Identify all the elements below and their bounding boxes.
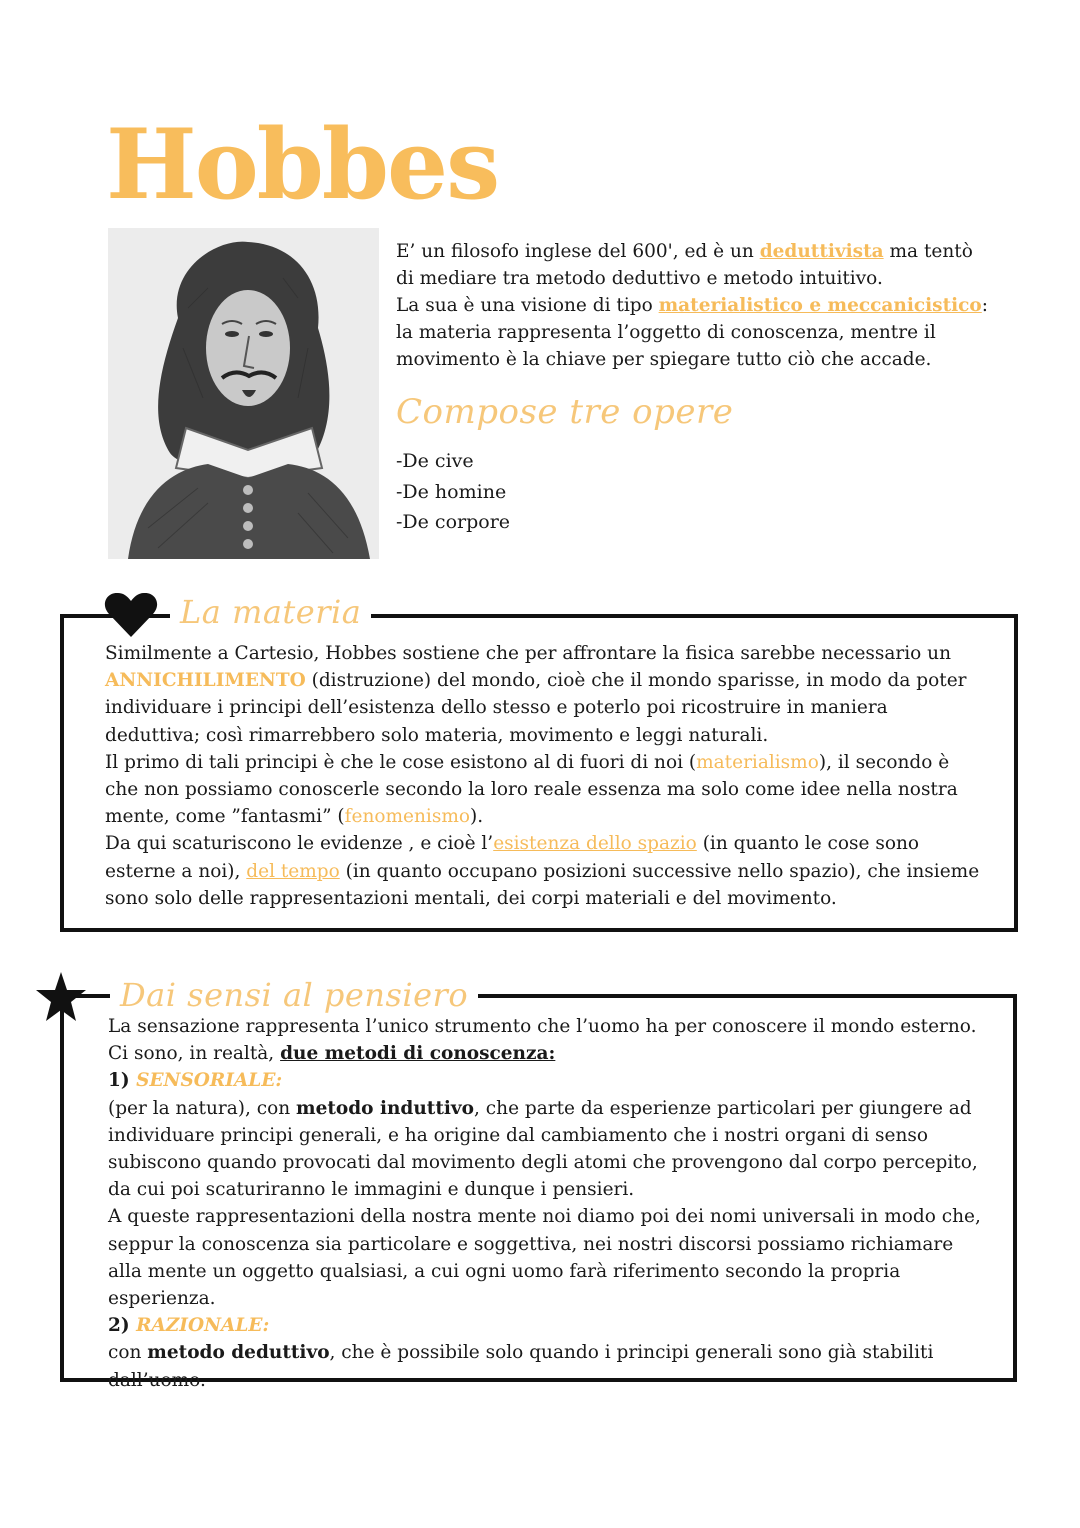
term-fenomenismo: fenomenismo bbox=[344, 806, 471, 828]
method-razionale: RAZIONALE: bbox=[136, 1315, 270, 1337]
intro-text: : la materia rappresenta l’oggetto di conoscenza, mentre il movimento è la chiave per spiegare tutto ciò che accade. bbox=[396, 295, 989, 370]
star-icon bbox=[34, 970, 88, 1024]
text-span: (distruzione) del mondo, cioè che il mondo sparisse, in modo da poter individuare i principi dell’esistenza dello stesso e poterlo poi ricostruire in maniera deduttiva; così rimarrebbero solo materia, movimento e leggi naturali. bbox=[105, 670, 967, 746]
list-item: -De cive bbox=[396, 450, 474, 472]
text-span: Similmente a Cartesio, Hobbes sostiene che per affrontare la fisica sarebbe necessario un bbox=[105, 643, 952, 664]
intro-text: E’ un filosofo inglese del 600', ed è un bbox=[396, 241, 760, 262]
text-span: con bbox=[108, 1342, 148, 1364]
text-span: A queste rappresentazioni della nostra mente noi diamo poi dei nomi universali in modo che, seppur la conoscenza sia particolare e soggettiva, nei nostri discorsi possiamo richiamare alla mente un oggetto qualsiasi, a cui ogni uomo farà riferimento secondo la propria esperienza. bbox=[108, 1206, 981, 1310]
term-materialistico: materialistico e meccanicistico bbox=[658, 295, 982, 316]
heart-icon bbox=[104, 592, 158, 638]
intro-text: ma tentò di mediare tra metodo deduttivo e metodo intuitivo. bbox=[396, 241, 973, 289]
text-span: , che parte da esperienze particolari per giungere ad individuare principi generali, e ha origine dal cambiamento che i nostri organi di senso subiscono quando provocati dal movimento degli atomi che provengono dal corpo percepito, da cui poi scaturiranno le immagini e dunque i pensieri. bbox=[108, 1097, 978, 1201]
text-span: Da qui scaturiscono le evidenze , e cioè l’ bbox=[105, 833, 494, 855]
term-induttivo: metodo induttivo bbox=[296, 1097, 475, 1119]
methods-heading: due metodi di conoscenza: bbox=[280, 1043, 556, 1065]
materia-heading: La materia bbox=[170, 592, 371, 632]
method-number: 1) bbox=[108, 1070, 137, 1092]
materia-text bbox=[105, 640, 985, 912]
text-span: La sensazione rappresenta l’unico strumento che l’uomo ha per conoscere il mondo esterno. bbox=[108, 1016, 977, 1037]
portrait-engraving-icon bbox=[108, 228, 379, 559]
intro-text: La sua è una visione di tipo bbox=[396, 295, 659, 316]
list-item: -De homine bbox=[396, 480, 507, 503]
text-span: Ci sono, in realtà, bbox=[108, 1043, 281, 1065]
works-heading: Compose tre opere bbox=[396, 392, 734, 432]
sensi-heading: Dai sensi al pensiero bbox=[110, 975, 478, 1015]
text-span: ). bbox=[470, 806, 484, 828]
portrait-image bbox=[108, 228, 379, 559]
page-title: Hobbes bbox=[106, 108, 499, 221]
term-tempo: del tempo bbox=[246, 860, 340, 882]
term-deduttivo: metodo deduttivo bbox=[147, 1342, 330, 1364]
text-span: (per la natura), con bbox=[108, 1097, 296, 1119]
text-span: (in quanto occupano posizioni successive nello spazio), che insieme sono solo delle rappresentazioni mentali, dei corpi materiali e del movimento. bbox=[105, 860, 980, 909]
text-span: , che è possibile solo quando i principi generali sono già stabiliti dall’uomo. bbox=[108, 1342, 934, 1391]
method-number: 2) bbox=[108, 1315, 137, 1337]
list-item: -De corpore bbox=[396, 511, 511, 533]
text-span: ), il secondo è che non possiamo conoscerle secondo la loro reale essenza ma solo come idee nella nostra mente, come ”fantasmi” ( bbox=[105, 751, 958, 828]
term-materialismo: materialismo bbox=[696, 751, 819, 773]
term-deduttivista: deduttivista bbox=[759, 241, 884, 262]
text-span: Il primo di tali principi è che le cose esistono al di fuori di noi ( bbox=[105, 751, 697, 773]
term-spazio: esistenza dello spazio bbox=[493, 833, 697, 855]
term-annichilimento: ANNICHILIMENTO bbox=[105, 670, 306, 692]
method-sensoriale: SENSORIALE: bbox=[136, 1070, 283, 1092]
works-list bbox=[396, 446, 510, 538]
text-span: (in quanto le cose sono esterne a noi), bbox=[105, 833, 920, 882]
intro-paragraph bbox=[396, 238, 996, 373]
sensi-text bbox=[108, 1013, 988, 1394]
